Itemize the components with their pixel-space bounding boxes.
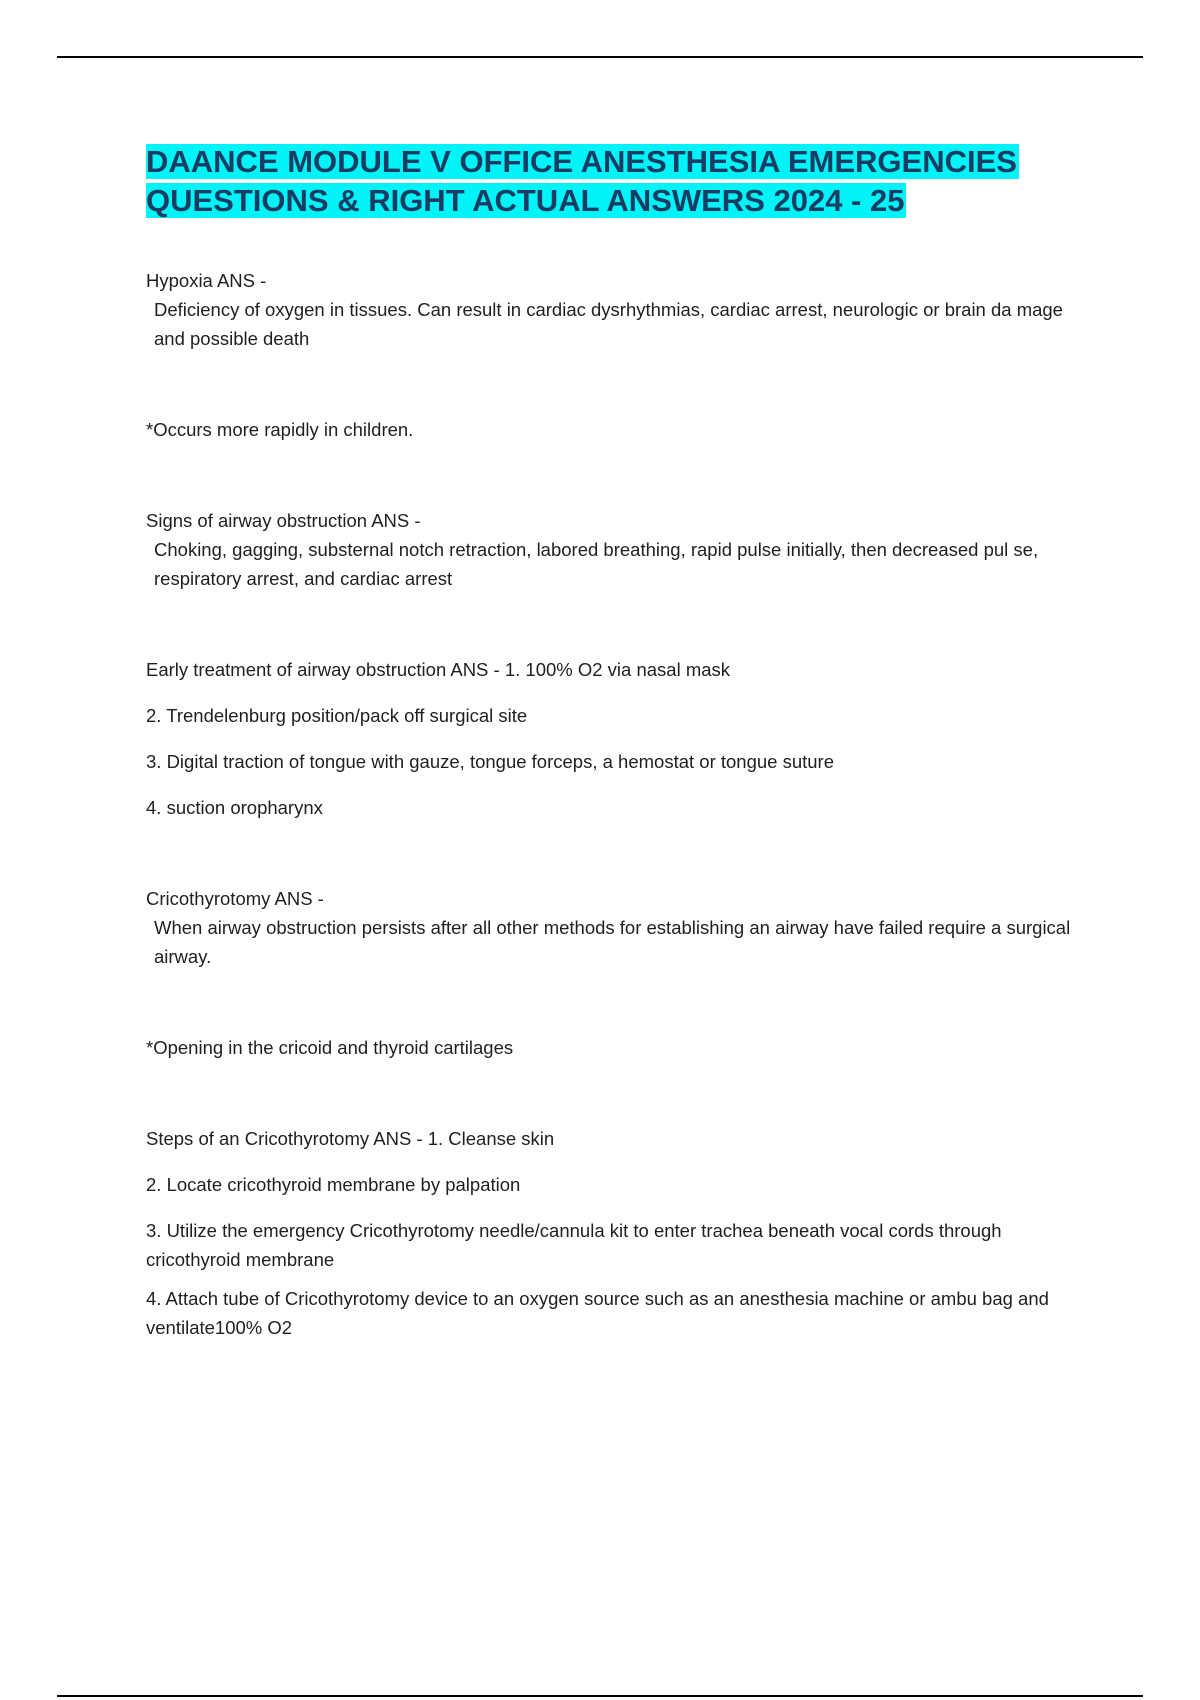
entry-cricothyrotomy — [146, 884, 1096, 1062]
entry-early-treatment — [146, 655, 1096, 822]
entry-term: Signs of airway obstruction ANS - — [146, 510, 421, 531]
entry-answer: Deficiency of oxygen in tissues. Can result in cardiac dysrhythmias, cardiac arrest, neurologic or brain da mage and possible death — [154, 299, 1063, 349]
entry-term: Early treatment of airway obstruction ANS - 1. 100% O2 via nasal mask — [146, 659, 731, 680]
title-line-1: DAANCE MODULE V OFFICE ANESTHESIA EMERGENCIES — [146, 144, 1017, 179]
entry-note: *Opening in the cricoid and thyroid cartilages — [146, 1037, 514, 1058]
list-item: 2. Trendelenburg position/pack off surgical site — [146, 705, 528, 726]
entry-cricothyrotomy-steps — [146, 1124, 1096, 1342]
document-title — [146, 142, 1019, 220]
list-item: 4. suction oropharynx — [146, 797, 323, 818]
qa-content — [146, 266, 1096, 1342]
entry-answer: When airway obstruction persists after all other methods for establishing an airway have failed require a surgical airway. — [154, 917, 1071, 967]
list-item: 3. Digital traction of tongue with gauze, tongue forceps, a hemostat or tongue suture — [146, 751, 835, 772]
top-rule — [57, 56, 1143, 58]
title-line-2: QUESTIONS & RIGHT ACTUAL ANSWERS 2024 - 25 — [146, 183, 905, 218]
entry-airway-signs — [146, 506, 1096, 593]
entry-hypoxia — [146, 266, 1096, 444]
bottom-rule — [57, 1695, 1143, 1697]
entry-term: Cricothyrotomy ANS - — [146, 888, 324, 909]
entry-term: Hypoxia ANS - — [146, 270, 267, 291]
entry-answer: Choking, gagging, substernal notch retraction, labored breathing, rapid pulse initially, then decreased pul se, respiratory arrest, and cardiac arrest — [154, 539, 1039, 589]
list-item: 2. Locate cricothyroid membrane by palpation — [146, 1174, 521, 1195]
list-item: 4. Attach tube of Cricothyrotomy device to an oxygen source such as an anesthesia machine or ambu bag and ventilate100% O2 — [146, 1288, 1049, 1338]
entry-note: *Occurs more rapidly in children. — [146, 419, 414, 440]
list-item: 3. Utilize the emergency Cricothyrotomy needle/cannula kit to enter trachea beneath vocal cords through cricothyroid membrane — [146, 1220, 1002, 1270]
entry-term: Steps of an Cricothyrotomy ANS - 1. Cleanse skin — [146, 1128, 555, 1149]
